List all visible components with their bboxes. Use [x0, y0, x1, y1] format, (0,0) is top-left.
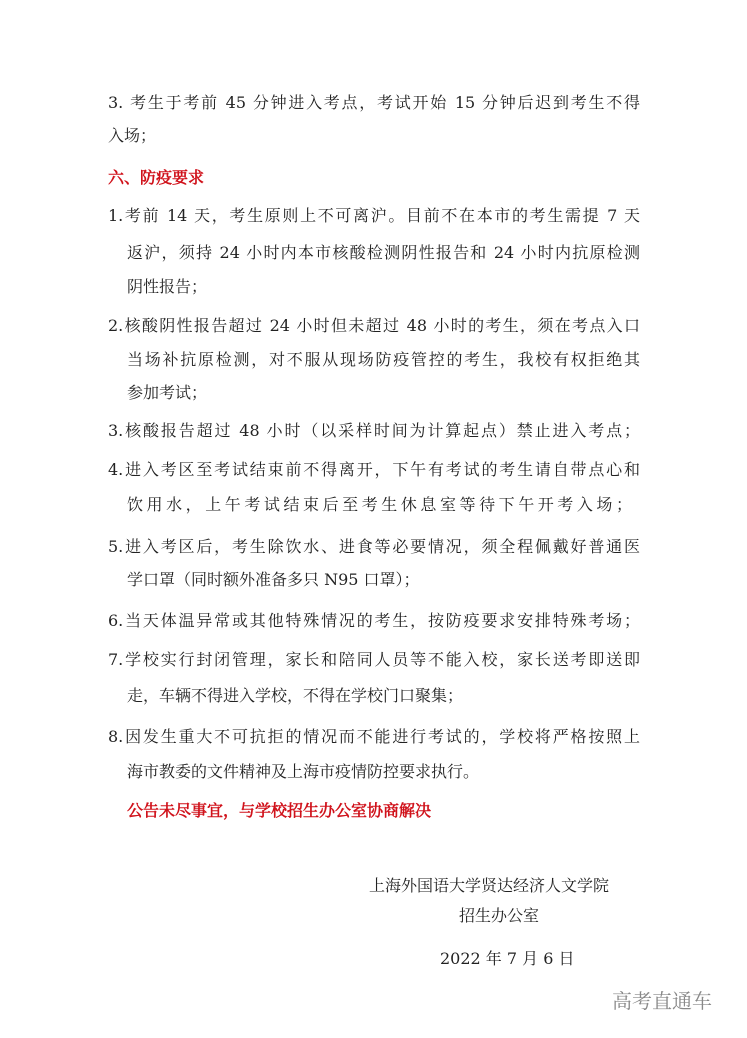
list-item-line: 4.进入考区至考试结束前不得离开，下午有考试的考生请自带点心和	[108, 460, 640, 479]
list-item-line: 当场补抗原检测，对不服从现场防疫管控的考生，我校有权拒绝其	[127, 350, 640, 369]
list-item-line: 学口罩（同时额外准备多只 N95 口罩）；	[127, 570, 420, 589]
list-item-line: 海市教委的文件精神及上海市疫情防控要求执行。	[127, 762, 480, 781]
list-item-line: 3.核酸报告超过 48 小时（以采样时间为计算起点）禁止进入考点；	[108, 421, 640, 440]
list-item-line: 饮用水，上午考试结束后至考生休息室等待下午开考入场；	[127, 495, 632, 514]
signature-org: 上海外国语大学贤达经济人文学院	[369, 876, 610, 895]
list-item-line: 返沪，须持 24 小时内本市核酸检测阴性报告和 24 小时内抗原检测	[127, 243, 640, 262]
list-item-line: 2.核酸阴性报告超过 24 小时但未超过 48 小时的考生，须在考点入口	[108, 316, 640, 335]
section-heading: 六、防疫要求	[108, 168, 205, 187]
list-item-line: 1.考前 14 天，考生原则上不可离沪。目前不在本市的考生需提 7 天	[108, 206, 640, 225]
list-item-line: 阴性报告；	[127, 277, 208, 296]
list-item-line: 6.当天体温异常或其他特殊情况的考生，按防疫要求安排特殊考场；	[108, 611, 640, 630]
signature-date: 2022 年 7 月 6 日	[440, 949, 575, 968]
closing-notice: 公告未尽事宜，与学校招生办公室协商解决	[127, 801, 432, 820]
paragraph-line: 3. 考生于考前 45 分钟进入考点，考试开始 15 分钟后迟到考生不得	[108, 93, 640, 112]
list-item-line: 5.进入考区后，考生除饮水、进食等必要情况，须全程佩戴好普通医	[108, 537, 640, 556]
list-item-line: 参加考试；	[127, 383, 208, 402]
list-item-line: 8.因发生重大不可抗拒的情况而不能进行考试的，学校将严格按照上	[108, 727, 640, 746]
list-item-line: 走，车辆不得进入学校，不得在学校门口聚集；	[127, 686, 464, 705]
paragraph-line: 入场；	[108, 126, 157, 145]
list-item-line: 7.学校实行封闭管理，家长和陪同人员等不能入校，家长送考即送即	[108, 650, 640, 669]
signature-office: 招生办公室	[459, 906, 540, 925]
watermark: 高考直通车	[612, 989, 712, 1013]
